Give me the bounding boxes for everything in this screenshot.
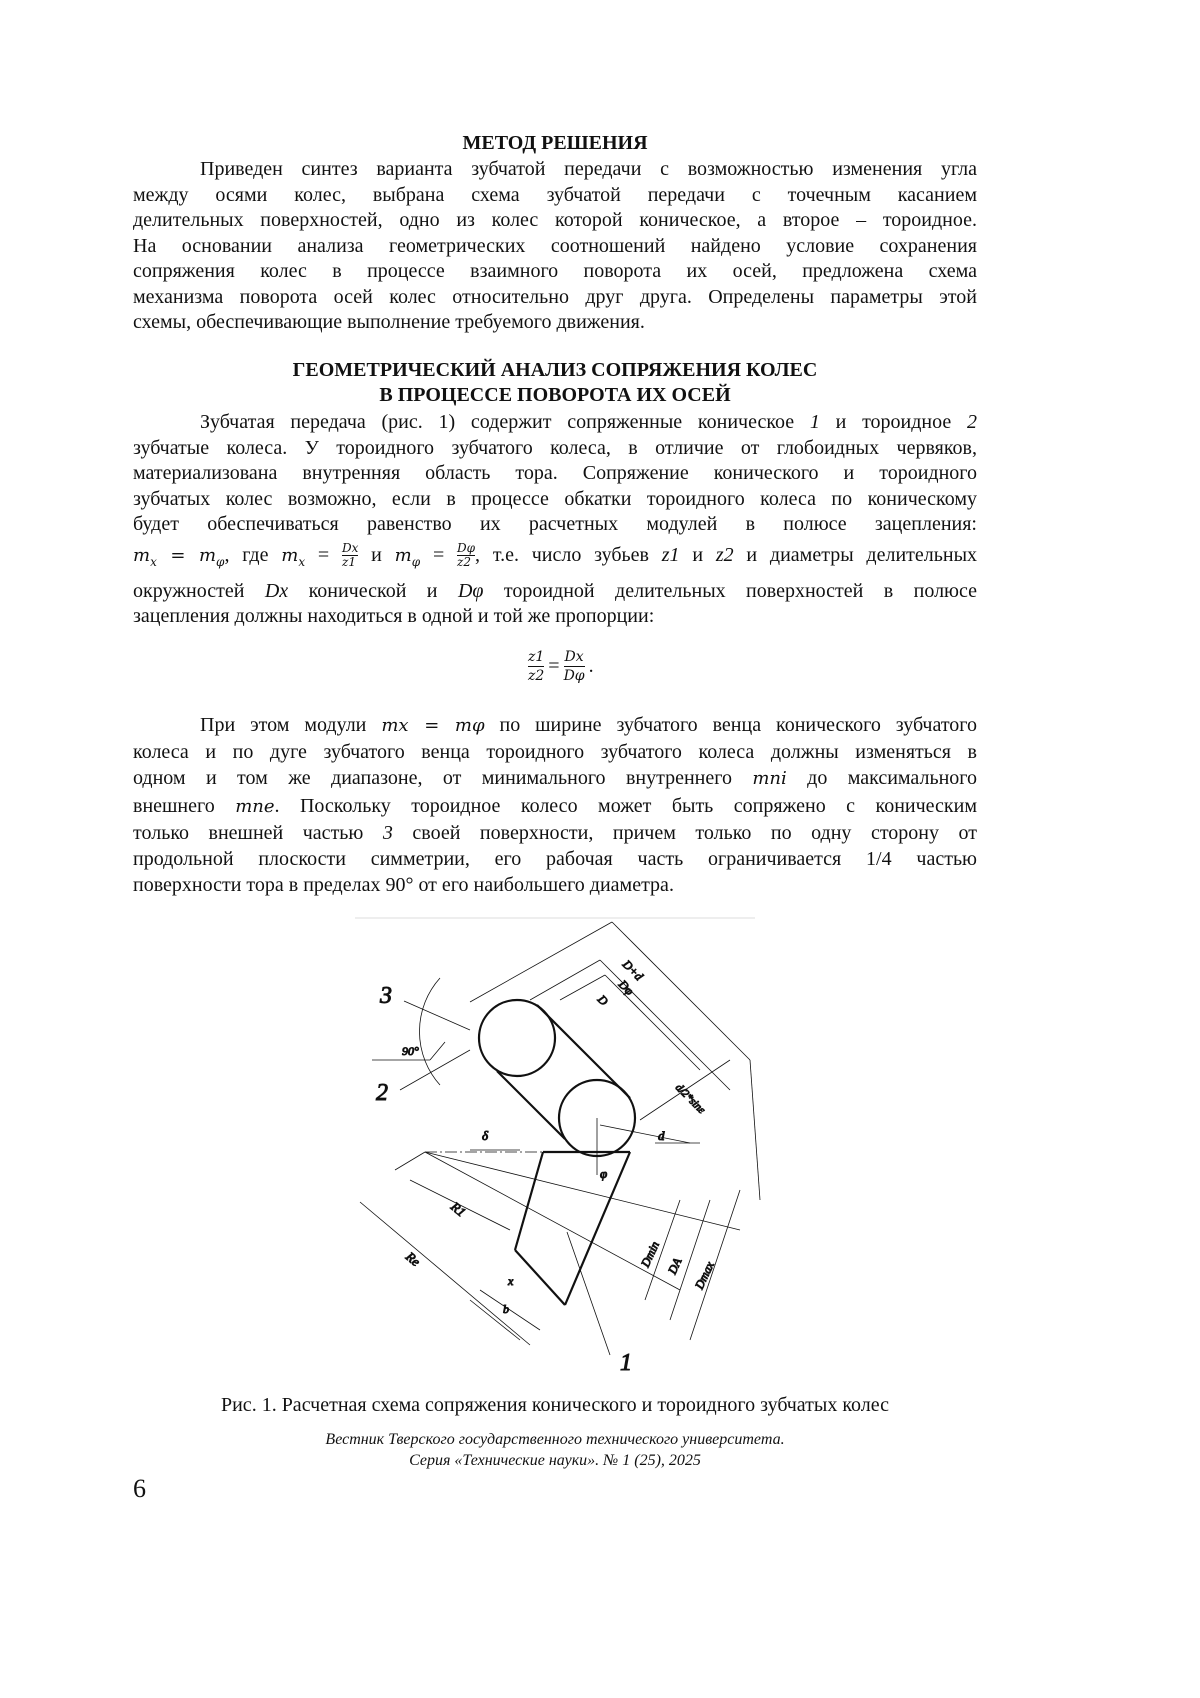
text-line: зубчатые колеса. У тороидного зубчатого колеса, в отличие от глобоидных червяков, (133, 436, 977, 462)
label-d-sin: d/2*sinε (673, 1082, 708, 1117)
text: 1 (810, 411, 820, 433)
label-Re: Re (402, 1248, 423, 1269)
text: . Поскольку тороидное колесо может быть сопряжено с коническим (275, 795, 977, 817)
math: Dφ (458, 580, 484, 602)
text: тороидной делительных поверхностей в полюсе (483, 580, 977, 602)
text-line: Приведен синтез варианта зубчатой передачи с возможностью изменения угла (133, 157, 977, 183)
text: конической и (288, 580, 458, 602)
text-line: поверхности тора в пределах 90° от его наибольшего диаметра. (133, 872, 977, 898)
text-line: сопряжения колес в процессе взаимного поворота их осей, предложена схема (133, 259, 977, 285)
label-delta: δ (482, 1128, 489, 1143)
text: , где (224, 544, 281, 566)
label-Dmax: Dmax (692, 1259, 718, 1292)
math: z1 (342, 556, 358, 569)
text: своей поверхности, причем только по одну сторону от (393, 822, 977, 844)
label-Dmin: Dmin (638, 1239, 662, 1270)
text-line: делительных поверхностей, одно из колес которой коническое, а второе – тороидное. (133, 208, 977, 234)
text: 2 (967, 411, 977, 433)
math: z1 (662, 544, 680, 566)
page (0, 0, 1200, 1698)
text: = (420, 544, 457, 566)
text: до максимального (787, 767, 977, 789)
text: и (680, 544, 716, 566)
journal-footer-1: Вестник Тверского государственного технического университета. (0, 1431, 1110, 1449)
label-R1: R1 (447, 1198, 468, 1219)
text-line: механизма поворота осей колес относительно друг друга. Определены параметры этой (133, 285, 977, 311)
math: = (548, 655, 559, 678)
label-part-3: 3 (379, 983, 392, 1009)
text-line: колеса и по дуге зубчатого венца тороидного зубчатого колеса должны изменяться в (133, 739, 977, 765)
math: Dφ (457, 542, 475, 556)
label-x: x (507, 1274, 514, 1288)
label-D-phi: Dφ (615, 977, 637, 999)
label-DA: DA (665, 1255, 685, 1277)
text: одном и том же диапазоне, от минимального внутреннего (133, 767, 752, 789)
label-d: d (658, 1128, 665, 1143)
math: m (281, 545, 298, 566)
math: Dφ (564, 667, 585, 685)
math: = m (157, 545, 216, 566)
figure-caption: Рис. 1. Расчетная схема сопряжения конического и тороидного зубчатых колес (0, 1394, 1110, 1417)
journal-footer-2: Серия «Технические науки». № 1 (25), 2025 (0, 1452, 1110, 1470)
math: φ (412, 555, 420, 569)
label-b: b (503, 1302, 509, 1316)
math: m (133, 545, 150, 566)
math: Dx (342, 542, 358, 556)
math: z1 (528, 648, 544, 667)
text-line: зубчатых колес возможно, если в процессе обкатки тороидного колеса по коническому (133, 487, 977, 513)
text-line: продольной плоскости симметрии, его рабочая часть ограничивается 1/4 частью (133, 846, 977, 872)
page-number: 6 (133, 1474, 146, 1504)
math: x (150, 555, 157, 569)
label-D-plus-d: D+d (619, 957, 646, 984)
text: и тороидное (820, 411, 967, 433)
label-phi: φ (600, 1166, 607, 1181)
math: z2 (528, 667, 544, 685)
text: = (305, 544, 342, 566)
text: окружностей (133, 580, 265, 602)
label-part-2: 2 (376, 1080, 388, 1106)
section-title-method: МЕТОД РЕШЕНИЯ (133, 131, 977, 156)
text: При этом модули (200, 714, 381, 736)
math: mne (235, 796, 274, 817)
text: по ширине зубчатого венца конического зубчатого (485, 714, 977, 736)
math: z2 (716, 544, 734, 566)
text: 3 (383, 822, 393, 844)
text-line: На основании анализа геометрических соотношений найдено условие сохранения (133, 234, 977, 260)
label-angle-90: 90° (402, 1044, 419, 1058)
text-line: между осями колес, выбрана схема зубчатой передачи с точечным касанием (133, 183, 977, 209)
math: φ (216, 555, 224, 569)
section-title-analysis-1: ГЕОМЕТРИЧЕСКИЙ АНАЛИЗ СОПРЯЖЕНИЯ КОЛЕС (133, 358, 977, 383)
gear-outline (479, 1000, 635, 1305)
section-title-analysis-2: В ПРОЦЕССЕ ПОВОРОТА ИХ ОСЕЙ (133, 383, 977, 408)
math: m (395, 545, 412, 566)
label-D: D (594, 992, 611, 1009)
math: Dx (265, 580, 288, 602)
text-line: будет обеспечиваться равенство их расчетных модулей в полюсе зацепления: (133, 512, 977, 538)
math: . (589, 655, 594, 678)
text: Зубчатая передача (рис. 1) содержит сопряженные коническое (200, 411, 810, 433)
text: , т.е. число зубьев (475, 544, 662, 566)
text-line: схемы, обеспечивающие выполнение требуемого движения. (133, 310, 977, 336)
text: и диаметры делительных (734, 544, 977, 566)
text: и (358, 544, 394, 566)
text: внешнего (133, 795, 235, 817)
math: x (298, 555, 305, 569)
text-line: зацепления должны находиться в одной и той же пропорции: (133, 604, 977, 630)
math: Dx (564, 648, 585, 667)
math: mx = mφ (381, 715, 484, 736)
math: mni (752, 768, 786, 789)
label-part-1: 1 (620, 1350, 632, 1376)
math: z2 (457, 556, 475, 569)
text: только внешней частью (133, 822, 383, 844)
text-line: материализована внутренняя область тора. Сопряжение конического и тороидного (133, 461, 977, 487)
